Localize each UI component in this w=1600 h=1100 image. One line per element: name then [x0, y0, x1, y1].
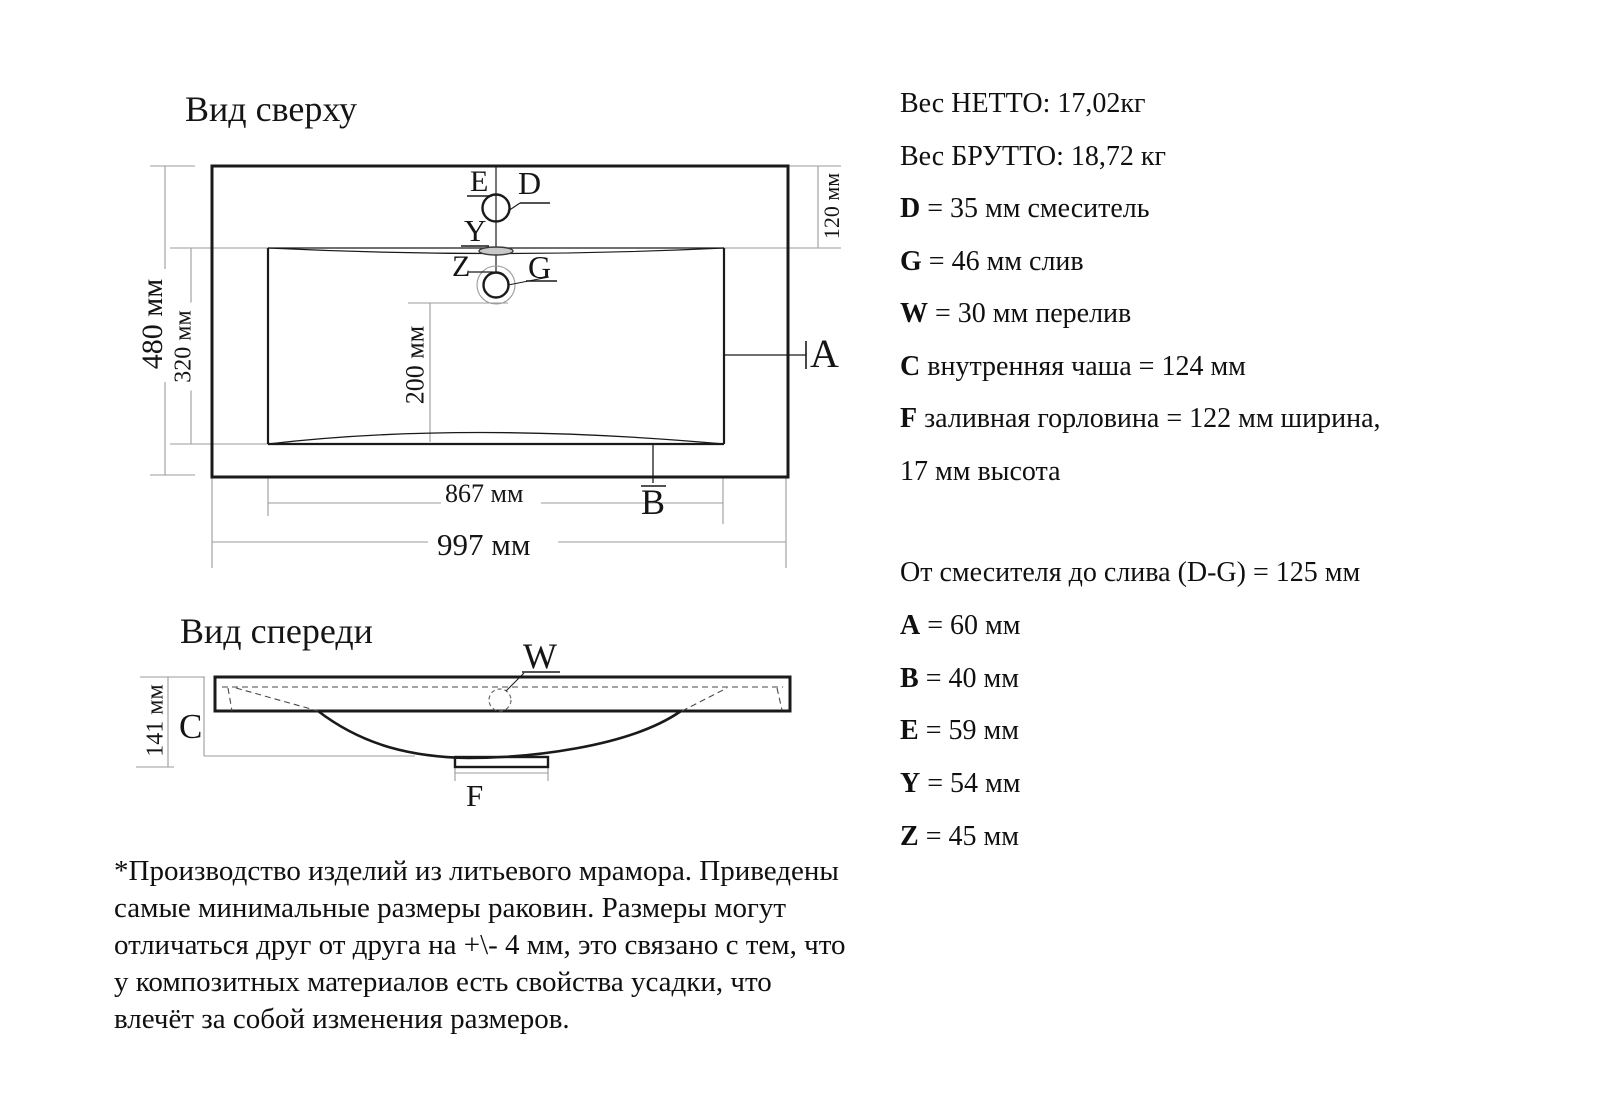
label-C-bowl-depth: C [179, 707, 203, 746]
spec-B: B = 40 мм [900, 662, 1019, 694]
spec-A: A = 60 мм [900, 609, 1021, 641]
label-W-overflow: W [523, 636, 557, 676]
label-G-drain: G [528, 249, 552, 285]
spec-faucet-to-drain: От смесителя до слива (D-G) = 125 мм [900, 557, 1361, 588]
drain-hole [484, 273, 509, 298]
top-view-title: Вид сверху [185, 89, 357, 129]
spec-list-bottom [900, 547, 1360, 864]
label-F-filler-neck: F [466, 778, 484, 813]
spec-gross-weight: Вес БРУТТО: 18,72 кг [900, 140, 1166, 172]
footnote [114, 853, 846, 1038]
countertop-outline [212, 166, 788, 477]
spec-net-weight: Вес НЕТТО: 17,02кг [900, 88, 1146, 119]
footnote-line: отличаться друг от друга на +\- 4 мм, это связано с тем, что [114, 929, 846, 961]
spec-Y: Y = 54 мм [900, 768, 1021, 800]
front-view-title: Вид спереди [180, 611, 373, 651]
top-view-callout-lines [461, 196, 806, 486]
front-slab-outline [215, 677, 790, 711]
footnote-line: самые минимальные размеры раковин. Размеры могут [114, 892, 787, 924]
footnote-line: у композитных материалов есть свойства усадки, что [114, 966, 772, 998]
dim-997mm: 997 мм [437, 527, 531, 562]
dim-141mm: 141 мм [142, 684, 169, 757]
spec-E: E = 59 мм [900, 715, 1019, 747]
dim-200mm: 200 мм [400, 325, 430, 405]
dim-120mm: 120 мм [819, 172, 844, 240]
label-Z: Z [452, 250, 471, 283]
front-view-drawing [136, 672, 790, 781]
front-bowl-curve [318, 711, 681, 758]
dim-320mm: 320 мм [171, 303, 198, 391]
footnote-line: влечёт за собой изменения размеров. [114, 1003, 570, 1035]
footnote-line: *Производство изделий из литьевого мрамора. Приведены [114, 855, 839, 887]
spec-list-top [900, 78, 1381, 498]
label-D-faucet: D [518, 165, 542, 201]
spec-G-drain: G = 46 мм слив [900, 245, 1084, 277]
hidden-edge-dashes [228, 688, 782, 711]
spec-Z: Z = 45 мм [900, 820, 1019, 852]
spec-W-overflow: W = 30 мм перелив [900, 298, 1132, 329]
basin-outline [268, 248, 724, 444]
label-E-faucet-offset: E [470, 165, 489, 198]
spec-C-inner-bowl: C внутренняя чаша = 124 мм [900, 350, 1246, 382]
spec-F-filler-neck: F заливная горловина = 122 мм ширина, [900, 403, 1381, 434]
overflow-hole-front [489, 689, 511, 711]
label-B-edge: B [641, 482, 666, 522]
spec-F-height: 17 мм высота [900, 455, 1061, 487]
label-A-edge: A [810, 331, 839, 376]
spec-D-faucet: D = 35 мм смеситель [900, 193, 1150, 224]
label-Y: Y [464, 213, 487, 248]
dim-480mm: 480 мм [136, 269, 170, 379]
dim-867mm: 867 мм [445, 479, 524, 508]
